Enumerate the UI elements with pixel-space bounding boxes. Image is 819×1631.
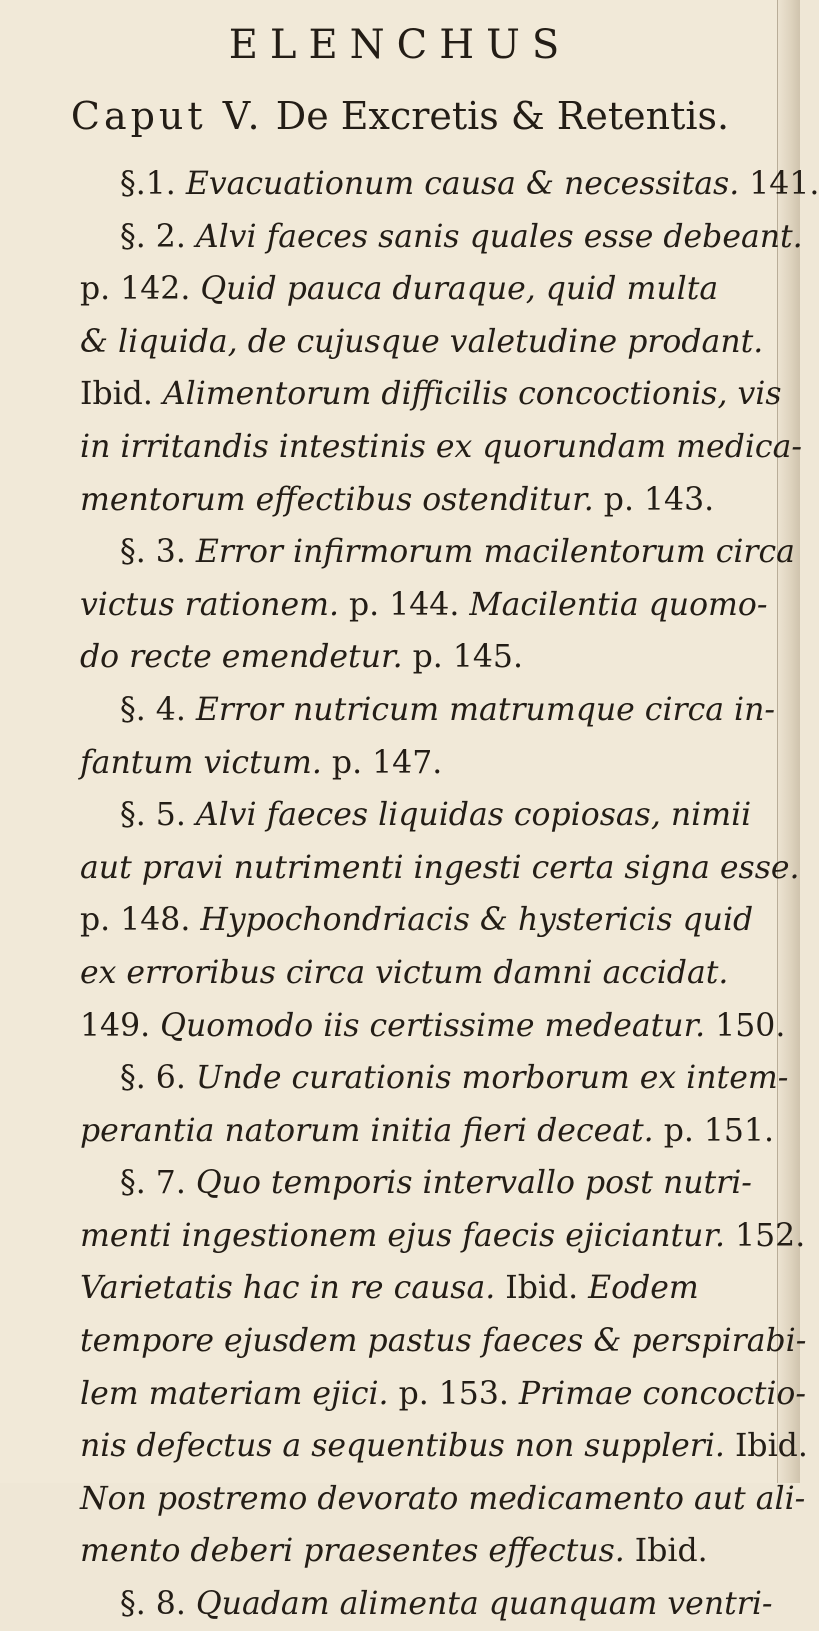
index-line: §. 3. Error infirmorum macilentorum circa <box>120 534 795 571</box>
chapter-title <box>0 94 800 138</box>
index-line: victus rationem. p. 144. Macilentia quomo- <box>80 586 768 623</box>
index-line: lem materiam ejici. p. 153. Primae concoctio- <box>80 1375 807 1412</box>
index-line: p. 142. Quid pauca duraque, quid multa <box>80 271 719 308</box>
index-line: tempore ejusdem pastus faeces & perspirabi- <box>80 1323 807 1360</box>
index-line: §. 4. Error nutricum matrumque circa in- <box>120 691 776 728</box>
running-head: ELENCHUS <box>228 22 572 68</box>
index-line: Ibid. Alimentorum difficilis concoctionis, vis <box>80 376 782 413</box>
index-line: p. 148. Hypochondriacis & hystericis quid <box>80 902 754 939</box>
index-line: §. 7. Quo temporis intervallo post nutri- <box>120 1165 752 1202</box>
index-line: §. 8. Quadam alimenta quanquam ventri- <box>120 1586 773 1623</box>
chapter-subject: De Excretis & Retentis. <box>275 94 730 138</box>
index-text <box>40 158 819 1631</box>
index-line: §.1. Evacuationum causa & necessitas. 141. <box>120 166 819 202</box>
index-line: Non postremo devorato medicamento aut ali- <box>80 1480 806 1517</box>
index-line: mento deberi praesentes effectus. Ibid. <box>80 1533 708 1570</box>
index-line: & liquida, de cujusque valetudine prodant. <box>80 323 764 360</box>
index-line: do recte emendetur. p. 145. <box>80 639 523 676</box>
index-line: nis defectus a sequentibus non suppleri. Ibid. <box>80 1428 808 1465</box>
index-line: §. 6. Unde curationis morborum ex intem- <box>120 1060 789 1097</box>
index-line: menti ingestionem ejus faecis ejiciantur. 152. <box>80 1217 806 1254</box>
index-line: 149. Quomodo iis certissime medeatur. 150. <box>80 1007 786 1044</box>
index-line: ex erroribus circa victum damni accidat. <box>80 954 729 991</box>
index-line: §. 2. Alvi faeces sanis quales esse debeant. <box>120 218 803 255</box>
index-line: perantia natorum initia fieri deceat. p. 151. <box>80 1112 775 1149</box>
index-line: in irritandis intestinis ex quorundam medica- <box>80 428 802 465</box>
chapter-label: Caput V. <box>70 94 264 138</box>
index-line: Varietatis hac in re causa. Ibid. Eodem <box>80 1270 699 1307</box>
index-line: §. 5. Alvi faeces liquidas copiosas, nimii <box>120 797 752 834</box>
index-line: fantum victum. p. 147. <box>80 744 443 781</box>
index-line: mentorum effectibus ostenditur. p. 143. <box>80 481 715 518</box>
index-line: aut pravi nutrimenti ingesti certa signa esse. <box>80 849 800 886</box>
